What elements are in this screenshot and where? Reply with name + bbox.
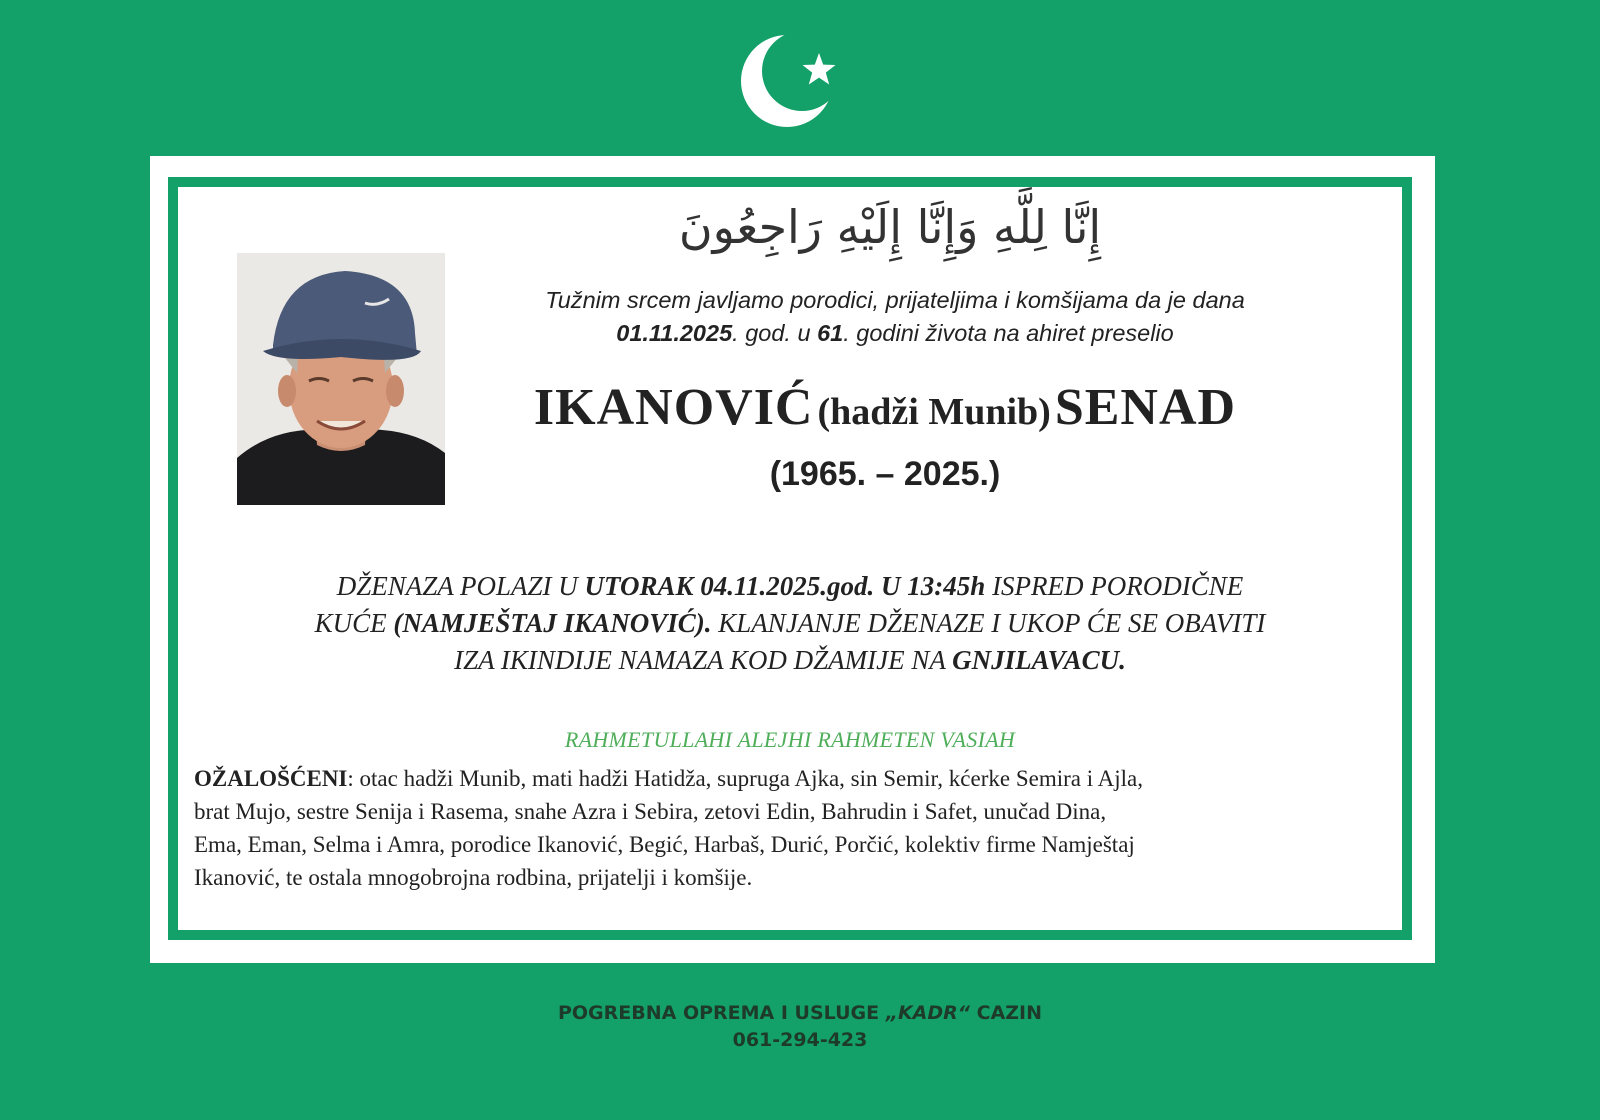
funeral-details xyxy=(185,568,1395,679)
announcement-text-mid: . god. u xyxy=(732,320,818,346)
life-years: (1965. – 2025.) xyxy=(769,455,1001,493)
deceased-name xyxy=(455,378,1315,437)
funeral-text-5: IZA IKINDIJE NAMAZA KOD DŽAMIJE NA xyxy=(454,645,953,675)
funeral-service-phone: 061-294-423 xyxy=(732,1029,868,1051)
burial-place: GNJILAVACU. xyxy=(952,645,1126,675)
funeral-line-3 xyxy=(185,642,1395,679)
mourners-line-2: brat Mujo, sestre Senija i Rasema, snahe Azra i Sebira, zetovi Edin, Bahrudin i Safet, unučad Dina, xyxy=(194,799,1107,824)
mourners-text-1: : otac hadži Munib, mati hadži Hatidža, supruga Ajka, sin Semir, kćerke Semira i Ajla, xyxy=(347,766,1143,791)
funeral-text-1: DŽENAZA POLAZI U xyxy=(336,571,585,601)
funeral-location: (NAMJEŠTAJ IKANOVIĆ). xyxy=(393,608,712,638)
deceased-photo xyxy=(237,253,445,505)
death-date: 01.11.2025 xyxy=(616,320,733,346)
mourners-label: OŽALOŠĆENI xyxy=(194,766,348,791)
crescent-and-star-icon xyxy=(739,29,843,133)
announcement-line-1: Tužnim srcem javljamo porodici, prijateljima i komšijama da je dana xyxy=(545,287,1245,313)
funeral-service-name xyxy=(430,1000,1170,1027)
funeral-text-4: KLANJANJE DŽENAZE I UKOP ĆE SE OBAVITI xyxy=(711,608,1266,638)
funeral-text-2: ISPRED PORODIČNE xyxy=(985,571,1244,601)
funeral-service-prefix: POGREBNA OPREMA I USLUGE xyxy=(557,1002,886,1024)
announcement-text-end: . godini života na ahiret preselio xyxy=(843,320,1174,346)
announcement-text xyxy=(455,284,1335,350)
father-name: (hadži Munib) xyxy=(817,391,1051,433)
mourners-line-4: Ikanović, te ostala mnogobrojna rodbina, prijatelji i komšije. xyxy=(194,865,753,890)
announcement-line-2 xyxy=(455,317,1335,350)
arabic-verse: إِنَّا لِلَّهِ وَإِنَّا إِلَيْهِ رَاجِعُونَ xyxy=(678,200,1102,254)
prayer-line: RAHMETULLAHI ALEJHI RAHMETEN VASIAH xyxy=(564,727,1016,752)
funeral-text-3: KUĆE xyxy=(314,608,394,638)
mourners-line-3: Ema, Eman, Selma i Amra, porodice Ikanović, Begić, Harbaš, Durić, Porčić, kolektiv firme Namještaj xyxy=(194,832,1135,857)
mourners-line-1 xyxy=(194,762,1394,795)
funeral-date-time: UTORAK 04.11.2025.god. U 13:45h xyxy=(584,571,986,601)
funeral-line-2 xyxy=(185,605,1395,642)
funeral-service-footer xyxy=(430,1000,1170,1054)
first-name: SENAD xyxy=(1054,379,1237,436)
funeral-line-1 xyxy=(185,568,1395,605)
age-number: 61 xyxy=(817,320,844,346)
funeral-service-brand: „KADR“ xyxy=(885,1002,971,1024)
mourners-list xyxy=(194,762,1394,894)
funeral-service-city: CAZIN xyxy=(970,1002,1043,1024)
surname: IKANOVIĆ xyxy=(533,379,814,436)
